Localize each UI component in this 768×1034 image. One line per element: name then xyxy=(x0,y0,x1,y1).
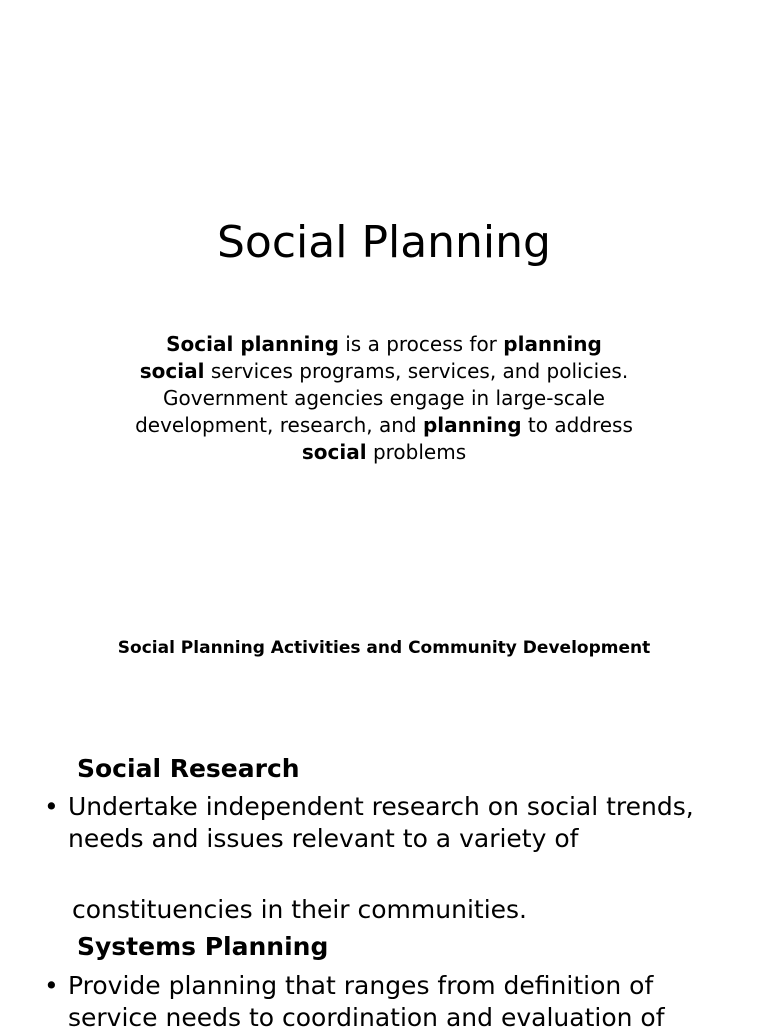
section-heading-systems-planning: Systems Planning xyxy=(77,932,329,961)
bullet-continuation: constituencies in their communities. xyxy=(72,895,527,924)
bullet-glyph: • xyxy=(44,792,59,821)
intro-text: to address xyxy=(521,413,633,437)
section-heading-social-research: Social Research xyxy=(77,754,300,783)
section-subtitle: Social Planning Activities and Community Development xyxy=(117,638,651,658)
intro-bold-term: social xyxy=(301,440,367,464)
bullet-glyph: • xyxy=(44,971,59,1000)
bullet-text: Undertake independent research on social trends, needs and issues relevant to a variety of xyxy=(68,792,694,853)
intro-text: is a process for xyxy=(338,332,504,356)
page-title: Social Planning xyxy=(217,217,551,268)
intro-bold-term: planning xyxy=(422,413,522,437)
intro-text: problems xyxy=(366,440,467,464)
intro-paragraph xyxy=(134,331,634,466)
intro-bold-term: Social planning xyxy=(166,332,339,356)
bullet-item xyxy=(44,970,714,1034)
bullet-item xyxy=(44,791,714,855)
intro-text: services programs, services, and policies. Government agencies engage in large-scale development, research, and xyxy=(135,359,629,437)
bullet-text: Provide planning that ranges from definition of service needs to coordination and evaluation of xyxy=(68,971,665,1032)
intro-bold-term: social xyxy=(139,359,205,383)
intro-bold-term: planning xyxy=(503,332,602,356)
